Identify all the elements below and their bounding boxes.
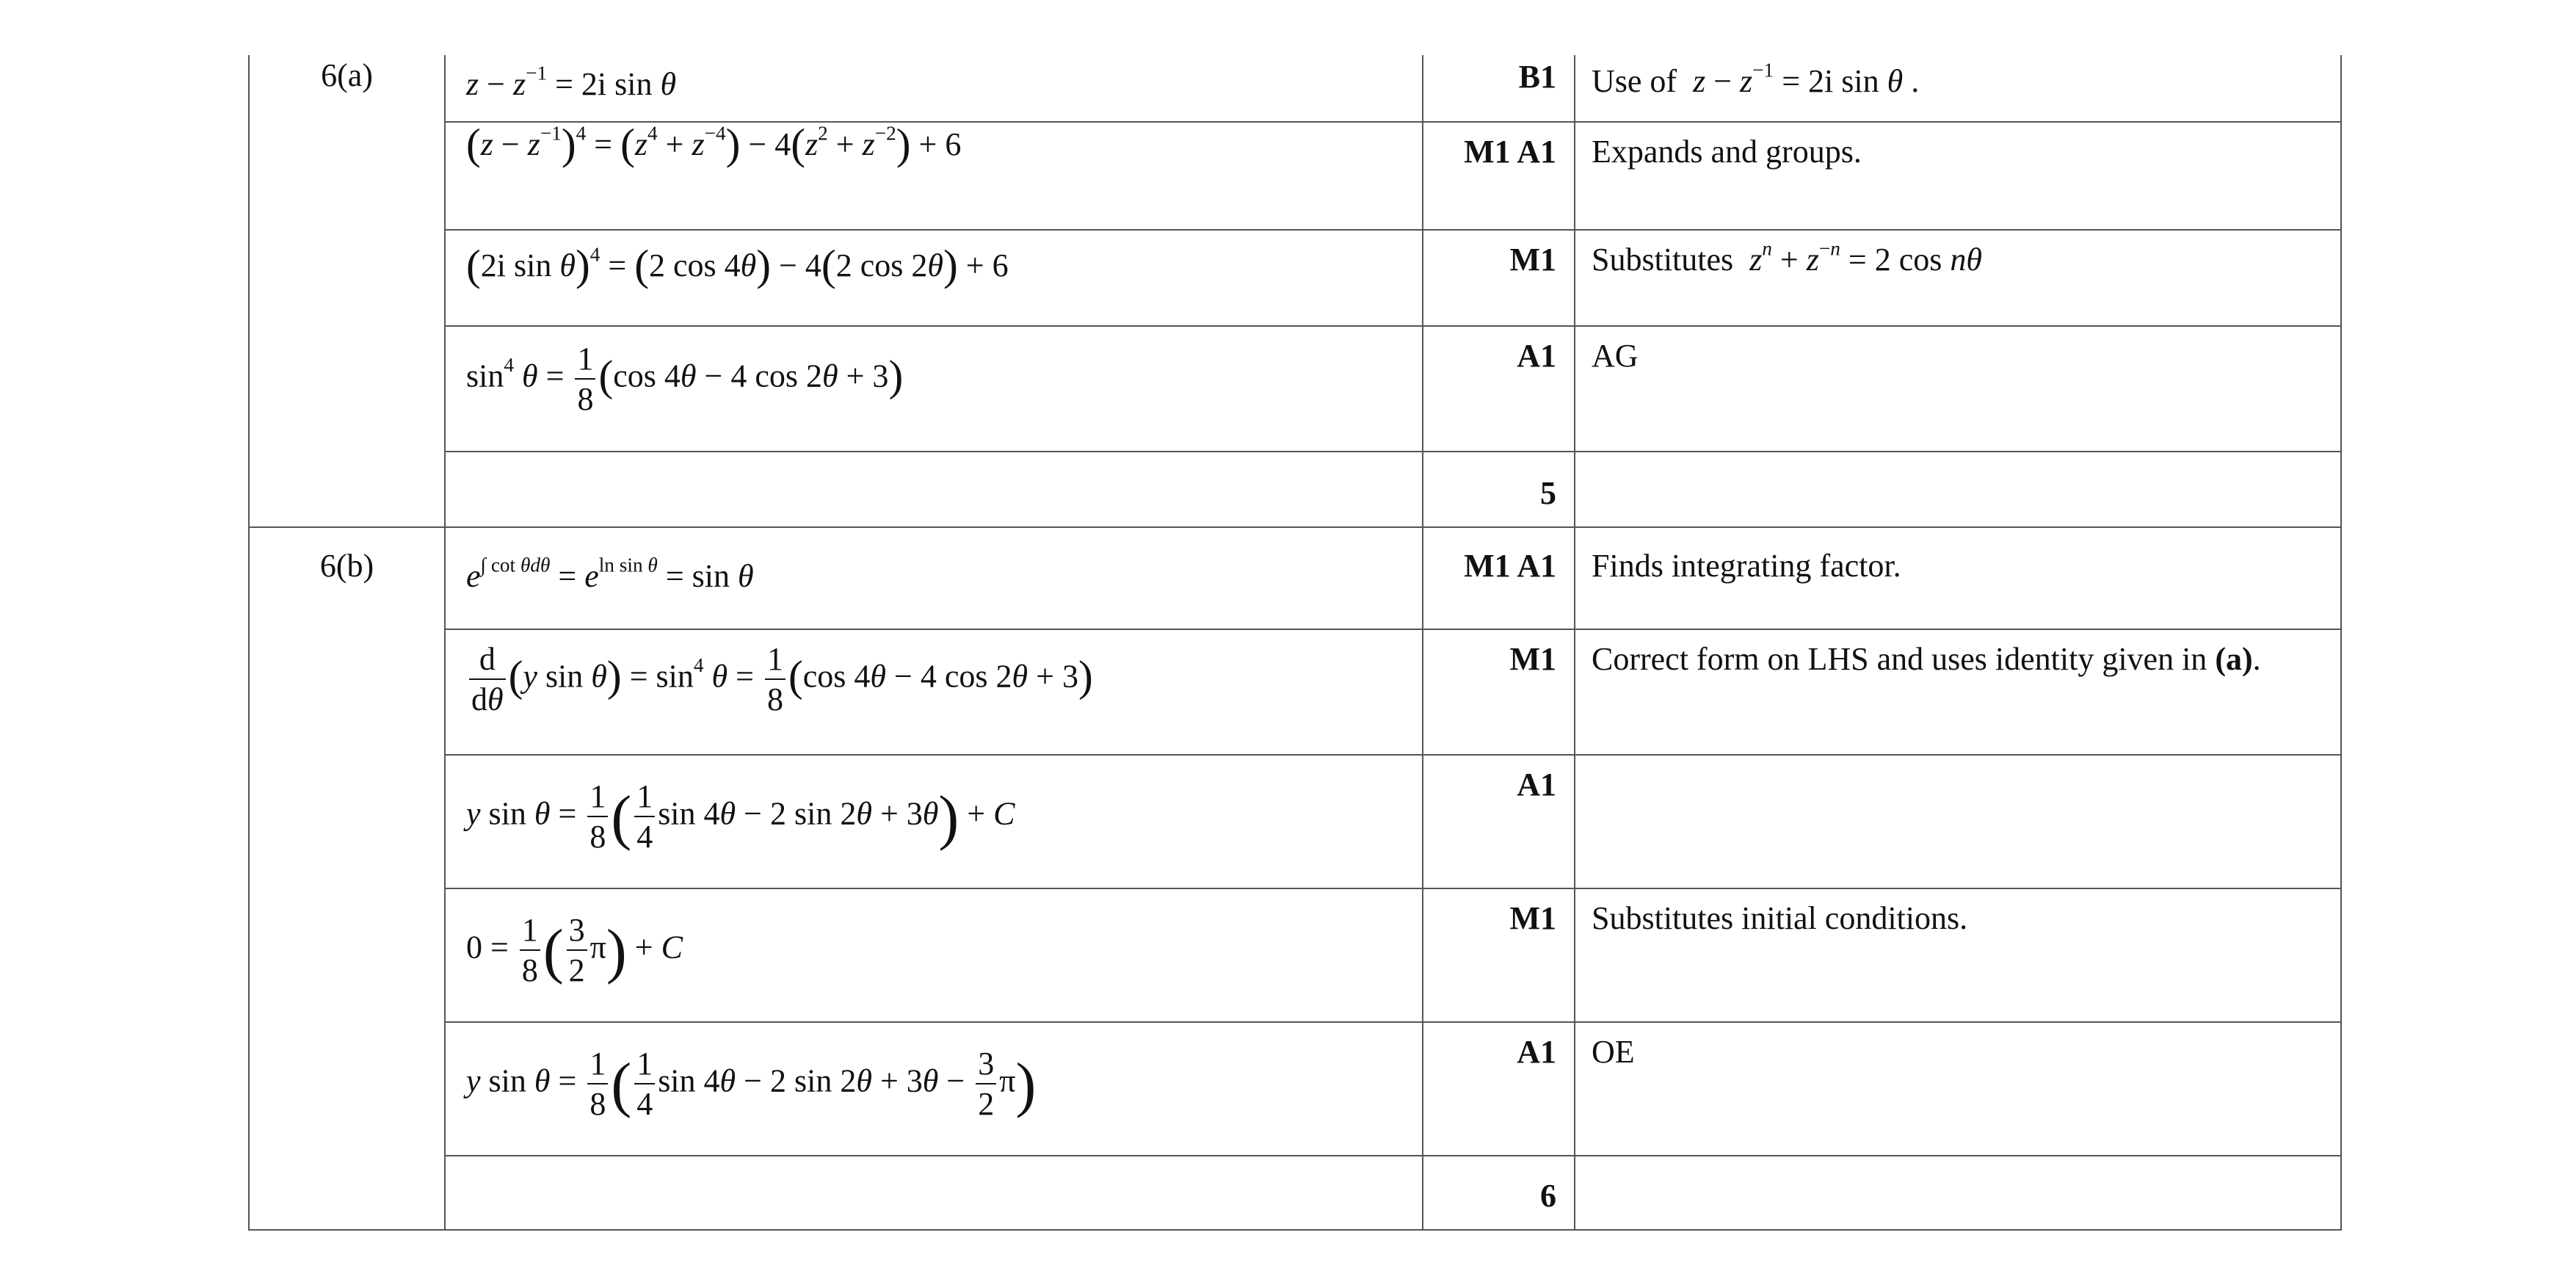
question-cell bbox=[249, 888, 445, 1022]
mark-total: 6 bbox=[1423, 1156, 1575, 1230]
table-row bbox=[249, 326, 2341, 452]
equation: $z^n + z^{-n} = 2$ cos nθ bbox=[1749, 237, 1982, 278]
equation: y sin θ = $\frac{1}{8}$ ( $\frac{1}{4}$ sin 4θ − 2 sin 2θ + 3θ) + C bbox=[466, 778, 1015, 855]
equation: $z - z^{-1} = 2i$ sin θ bbox=[466, 62, 677, 102]
table-row bbox=[249, 527, 2341, 629]
answer-cell bbox=[445, 230, 1423, 326]
equation: $z - z^{-1} = 2i$ sin θ . bbox=[1693, 59, 1920, 99]
question-number: 6(a) bbox=[249, 55, 445, 122]
equation: y sin θ = $\frac{1}{8}$ ( $\frac{1}{4}$ sin 4θ − 2 sin 2θ + 3θ − $\frac{3}{2}$ π) bbox=[466, 1046, 1037, 1122]
table-row bbox=[249, 122, 2341, 230]
question-cell bbox=[249, 1022, 445, 1156]
guidance-cell: AG bbox=[1575, 326, 2341, 452]
question-cell bbox=[249, 326, 445, 452]
mark-cell: M1 bbox=[1423, 888, 1575, 1022]
answer-cell bbox=[445, 527, 1423, 629]
table-row bbox=[249, 629, 2341, 755]
mark-cell: M1 A1 bbox=[1423, 527, 1575, 629]
answer-cell bbox=[445, 119, 1423, 230]
table-row bbox=[249, 888, 2341, 1022]
guidance-cell: Correct form on LHS and uses identity given in (a). bbox=[1575, 629, 2341, 755]
guidance-cell bbox=[1575, 755, 2341, 888]
equation: 0 = $\frac{1}{8}$ ( $\frac{3}{2}$ π) + C bbox=[466, 912, 683, 988]
guidance-cell bbox=[1575, 452, 2341, 527]
equation: $e^{\int cot \theta d\theta} = e^{ln sin \theta} = \sin \theta$ bbox=[466, 554, 754, 594]
table-row bbox=[249, 55, 2341, 122]
question-number: 6(b) bbox=[249, 527, 445, 629]
question-cell bbox=[249, 629, 445, 755]
guidance-ref: (a) bbox=[2215, 641, 2253, 677]
answer-cell bbox=[445, 888, 1423, 1022]
equation: $\frac{d}{d\theta}$ (y $\sin \theta) = \sin^4 \theta$ = $\frac{1}{8}$ (cos 4θ − 4 cos 2θ + 3) bbox=[466, 633, 1422, 716]
answer-cell bbox=[445, 1022, 1423, 1156]
question-cell bbox=[249, 452, 445, 527]
question-cell bbox=[249, 230, 445, 326]
mark-cell: A1 bbox=[1423, 326, 1575, 452]
question-cell bbox=[249, 122, 445, 230]
mark-scheme-table bbox=[248, 55, 2342, 1231]
table-row bbox=[249, 1022, 2341, 1156]
answer-cell bbox=[445, 452, 1423, 527]
guidance-cell: Substitutes initial conditions. bbox=[1575, 888, 2341, 1022]
table-row bbox=[249, 452, 2341, 527]
guidance-cell: OE bbox=[1575, 1022, 2341, 1156]
mark-cell: M1 A1 bbox=[1423, 122, 1575, 230]
guidance-cell bbox=[1575, 55, 2341, 122]
answer-cell bbox=[445, 629, 1423, 755]
guidance-text: Correct form on LHS and uses identity given in bbox=[1592, 641, 2207, 677]
guidance-text: Use of bbox=[1592, 63, 1677, 99]
guidance-cell bbox=[1575, 230, 2341, 326]
equation: $(z - z^{-1})^4 = (z^4 + z^{-4}) - 4(z^2 + z^{-2}) + 6$ bbox=[466, 119, 962, 168]
answer-cell bbox=[445, 755, 1423, 888]
table-row bbox=[249, 1156, 2341, 1230]
answer-cell bbox=[445, 1156, 1423, 1230]
equation: (2i sin θ)$^4$ = (2 cos 4θ) − 4(2 cos 2θ) + 6 bbox=[466, 240, 1009, 289]
question-cell bbox=[249, 1156, 445, 1230]
mark-cell: M1 bbox=[1423, 629, 1575, 755]
guidance-cell: Finds integrating factor. bbox=[1575, 527, 2341, 629]
guidance-cell: Expands and groups. bbox=[1575, 122, 2341, 230]
answer-cell bbox=[445, 326, 1423, 452]
mark-cell: A1 bbox=[1423, 755, 1575, 888]
mark-cell: B1 bbox=[1423, 55, 1575, 122]
question-cell bbox=[249, 755, 445, 888]
guidance-cell bbox=[1575, 1156, 2341, 1230]
mark-cell: M1 bbox=[1423, 230, 1575, 326]
guidance-text: Substitutes bbox=[1592, 242, 1734, 278]
table-row bbox=[249, 755, 2341, 888]
mark-cell: A1 bbox=[1423, 1022, 1575, 1156]
table-row bbox=[249, 230, 2341, 326]
mark-total: 5 bbox=[1423, 452, 1575, 527]
equation: $\sin^4 \theta$ = $\frac{1}{8}$ (cos 4θ − 4 cos 2θ + 3) bbox=[466, 341, 904, 417]
answer-cell bbox=[445, 55, 1423, 122]
